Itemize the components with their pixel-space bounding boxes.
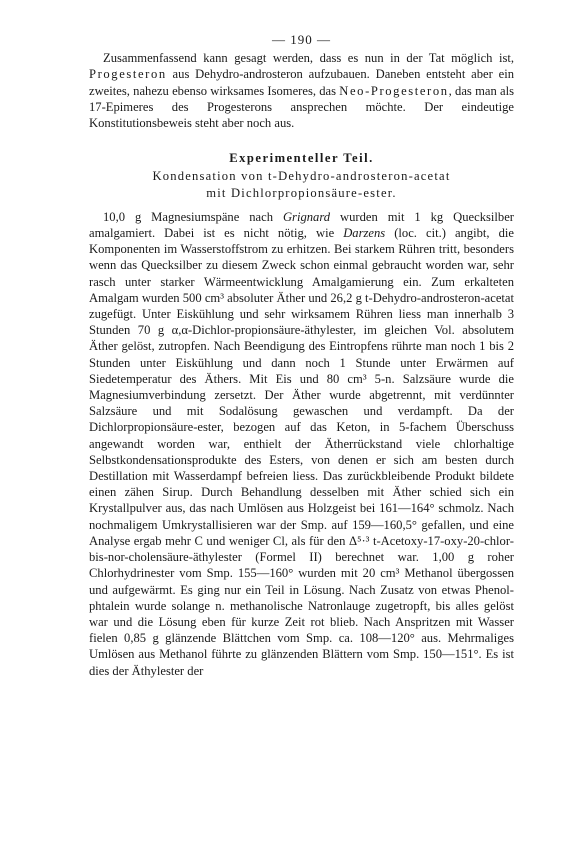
intro-text-c: , das man als 17-Epimeres des Progesterons ansprechen möchte. Der eindeutige Konstitutionsbeweis steht aber noch aus. [89, 83, 514, 131]
intro-text-a: Zusammenfassend kann gesagt werden, dass es nun in der Tat möglich ist, [103, 51, 514, 66]
author-grignard: Grignard [282, 209, 331, 224]
author-darzens: Darzens [343, 226, 386, 241]
intro-text-b: aus Dehydro-androsteron aufzubauen. Daneben entsteht aber ein zweites, nahezu ebenso wirksames Isomeres, das [89, 67, 514, 98]
term-progesteron: Progesteron [89, 67, 167, 82]
intro-paragraph [89, 50, 514, 131]
section-subtitle [89, 168, 514, 200]
section-heading: Experimenteller Teil. [229, 151, 374, 166]
document-page [89, 32, 514, 679]
body-paragraph [89, 209, 514, 679]
term-neo-progesteron: Neo-Progesteron [339, 83, 449, 98]
page-number: — 190 — [272, 32, 331, 47]
body-text-3: (loc. cit.) angibt, die Komponenten im Wasserstoffstrom zu erhitzen. Bei starkem Rühren tritt, besonders wenn das Quecksilber zu diesem Zweck schon einmal gebraucht worden war, sehr rasch unter starker Wärmeentwicklung Amalgamierung ein. Zum erkalteten Amalgam wurden 500 cm³ absoluter Äther und 26,2 g t-Dehydro-androsteron-acetat zugefügt. Unter Eiskühlung und sehr wirksamem Rühren liess man innerhalb 3 Stunden 70 g α,α-Dichlor-propionsäure-äthylester, im gleichen Vol. absolutem Äther gelöst, zutropfen. Nach Beendigung des Eintropfens rührte man noch 1 bis 2 Stunden unter Eiskühlung und dann noch 1 Stunde unter Erwärmen auf Siedetemperatur des Äthers. Mit Eis und 80 cm³ 5-n. Salzsäure wurde die Magnesiumverbindung zersetzt. Der Äther wurde abgetrennt, mit verdünnter Salzsäure und mit Sodalösung gewaschen und verdampft. Da der Dichlorpropionsäure-ester, bezogen auf das Keton, in 5-fachem Überschuss angewandt worden war, enthielt der Ätherrückstand viele chlorhaltige Selbstkondensationsprodukte des Esters, von denen er sich am besten durch Destillation mit Wasserdampf befreien liess. Das zurückbleibende Produkt bildete einen zähen Sirup. Durch Behandlung desselben mit Äther schied sich ein Krystallpulver aus, das nach Umlösen aus Holzgeist bei 161—164° schmolz. Nach nochmaligem Umkrystallisieren war der Smp. auf 159—160,5° gefallen, und eine Analyse ergab mehr C und weniger Cl, als für den Δ⁵·³ t-Acetoxy-17-oxy-20-chlor-bis-nor-cholensäure-äthylester (Formel II) berechnet war. 1,00 g roher Chlorhydrinester vom Smp. 155—160° wurden mit 20 cm³ Methanol übergossen und aufgewärmt. Es ging nur ein Teil in Lösung. Nach Zusatz von etwas Phenol-phtalein wurde solange n. methanolische Natronlauge zugetropft, bis alles gelöst war und die Lösung eben für kurze Zeit rot blieb. Nach Anspritzen mit Wasser fielen 0,85 g glänzende Blättchen vom Smp. ca. 108—120° aus. Mehrmaliges Umlösen aus Methanol führte zu glänzenden Blättern vom Smp. 150—151°. Es ist dies der Äthylester der [89, 226, 514, 678]
body-text-2: wurden mit 1 kg Quecksilber amalgamiert. Dabei ist es nicht nötig, wie [89, 209, 515, 241]
subtitle-line-1: Kondensation von t-Dehydro-androsteron-acetat [152, 169, 451, 184]
subtitle-line-2: mit Dichlorpropionsäure-ester. [206, 185, 397, 200]
body-text-1: 10,0 g Magnesiumspäne nach [103, 209, 283, 224]
